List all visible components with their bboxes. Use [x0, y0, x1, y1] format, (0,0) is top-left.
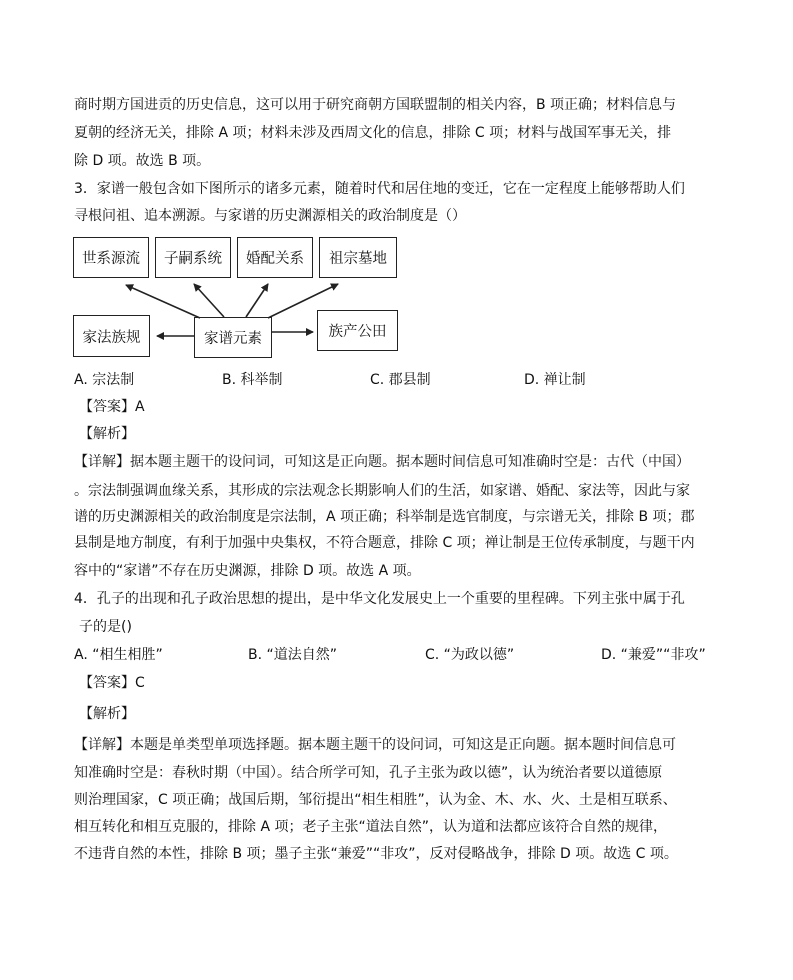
explanation-line: 谱的历史渊源相关的政治制度是宗法制，A 项正确；科举制是选官制度，与宗谱无关，排除 B 项；郡	[74, 509, 695, 525]
explanation-line: 相互转化和相互克服的，排除 A 项；老子主张“道法自然”，认为道和法都应该符合自然的规律，	[74, 819, 667, 835]
explanation-line: 不违背自然的本性，排除 B 项；墨子主张“兼爱”“非攻”，反对侵略战争，排除 D 项。故选 C 项。	[74, 846, 678, 862]
diagram-node: 族产公田	[317, 310, 398, 351]
explanation-line: 知准确时空是：春秋时期（中国）。结合所学可知，孔子主张为政以德”，认为统治者要以道德原	[74, 765, 663, 781]
diagram-node: 世系源流	[73, 237, 149, 278]
diagram-node: 婚配关系	[237, 237, 313, 278]
analysis-label: 【解析】	[79, 426, 135, 442]
explanation-line: 【详解】据本题主题干的设问词，可知这是正向题。据本题时间信息可知准确时空是：古代（中国）	[74, 454, 690, 470]
question-4-stem: 子的是()	[79, 619, 132, 635]
diagram-node: 家法族规	[73, 315, 150, 357]
question-4-stem: 4．孔子的出现和孔子政治思想的提出，是中华文化发展史上一个重要的里程碑。下列主张中属于孔	[74, 591, 685, 607]
question-3-stem: 寻根问祖、追本溯源。与家谱的历史渊源相关的政治制度是（）	[74, 208, 466, 224]
paragraph-line: 除 D 项。故选 B 项。	[74, 153, 211, 169]
analysis-label: 【解析】	[79, 706, 135, 722]
option-d: D. 禅让制	[524, 372, 586, 388]
option-b: B. 科举制	[222, 372, 283, 388]
arrow	[126, 285, 200, 318]
answer-label: 【答案】C	[79, 675, 145, 691]
answer-label: 【答案】A	[79, 399, 145, 415]
explanation-line: 【详解】本题是单类型单项选择题。据本题主题干的设问词，可知这是正向题。据本题时间信息可	[74, 737, 676, 753]
question-3-stem: 3．家谱一般包含如下图所示的诸多元素，随着时代和居住地的变迁，它在一定程度上能够帮助人们	[74, 181, 685, 197]
arrow	[246, 284, 268, 317]
explanation-line: 。宗法制强调血缘关系，其形成的宗法观念长期影响人们的生活，如家谱、婚配、家法等，因此与家	[74, 483, 690, 499]
option-b: B. “道法自然”	[248, 647, 338, 663]
diagram-node: 子嗣系统	[155, 237, 231, 278]
option-a: A. “相生相胜”	[74, 647, 163, 663]
explanation-line: 则治理国家，C 项正确；战国后期，邹衍提出“相生相胜”，认为金、木、水、火、土是相互联系、	[74, 792, 677, 808]
paragraph-line: 商时期方国进贡的历史信息，这可以用于研究商朝方国联盟制的相关内容，B 项正确；材料信息与	[74, 97, 677, 113]
option-c: C. 郡县制	[370, 372, 431, 388]
option-c: C. “为政以德”	[425, 647, 515, 663]
paragraph-line: 夏朝的经济无关，排除 A 项；材料未涉及西周文化的信息，排除 C 项；材料与战国军事无关，排	[74, 125, 672, 141]
arrow	[194, 284, 224, 317]
diagram-node: 祖宗墓地	[319, 237, 397, 278]
diagram-center-node: 家谱元素	[194, 317, 272, 358]
explanation-line: 容中的“家谱”不存在历史渊源，排除 D 项。故选 A 项。	[74, 563, 421, 579]
option-d: D. “兼爱”“非攻”	[601, 647, 706, 663]
explanation-line: 县制是地方制度，有利于加强中央集权，不符合题意，排除 C 项；禅让制是王位传承制度，与题干内	[74, 535, 695, 551]
option-a: A. 宗法制	[74, 372, 135, 388]
